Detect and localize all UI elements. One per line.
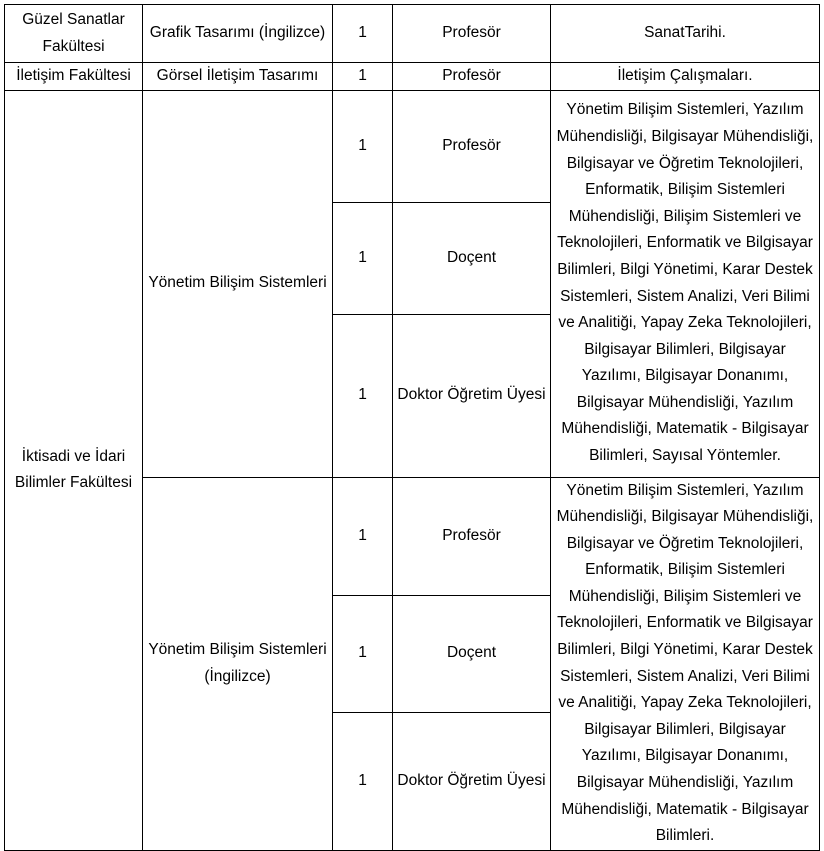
- title-cell: Doçent: [393, 595, 551, 712]
- program-cell: Yönetim Bilişim Sistemleri: [143, 90, 333, 477]
- program-cell: Grafik Tasarımı (İngilizce): [143, 5, 333, 63]
- title-cell: Doktor Öğretim Üyesi: [393, 314, 551, 477]
- requirement-cell: İletişim Çalışmaları.: [551, 63, 820, 91]
- count-cell: 1: [333, 314, 393, 477]
- program-cell: Görsel İletişim Tasarımı: [143, 63, 333, 91]
- title-cell: Doktor Öğretim Üyesi: [393, 712, 551, 850]
- requirement-cell: SanatTarihi.: [551, 5, 820, 63]
- title-cell: Doçent: [393, 202, 551, 314]
- count-cell: 1: [333, 595, 393, 712]
- title-cell: Profesör: [393, 63, 551, 91]
- faculty-cell: İktisadi ve İdari Bilimler Fakültesi: [5, 90, 143, 850]
- count-cell: 1: [333, 90, 393, 202]
- title-cell: Profesör: [393, 477, 551, 595]
- title-cell: Profesör: [393, 90, 551, 202]
- table-row: [5, 63, 820, 91]
- table-row: [5, 90, 820, 202]
- requirement-cell: Yönetim Bilişim Sistemleri, Yazılım Mühendisliği, Bilgisayar Mühendisliği, Bilgisayar ve Öğretim Teknolojileri, Enformatik, Bilişim Sistemleri Mühendisliği, Bilişim Sistemleri ve Teknolojileri, Enformatik ve Bilgisayar Bilimleri, Bilgi Yönetimi, Karar Destek Sistemleri, Sistem Analizi, Veri Bilimi ve Analitiği, Yapay Zeka Teknolojileri, Bilgisayar Bilimleri, Bilgisayar Yazılımı, Bilgisayar Donanımı, Bilgisayar Mühendisliği, Yazılım Mühendisliği, Matematik - Bilgisayar Bilimleri.: [551, 477, 820, 850]
- program-cell: Yönetim Bilişim Sistemleri (İngilizce): [143, 477, 333, 850]
- count-cell: 1: [333, 477, 393, 595]
- count-cell: 1: [333, 63, 393, 91]
- count-cell: 1: [333, 712, 393, 850]
- faculty-cell: Güzel Sanatlar Fakültesi: [5, 5, 143, 63]
- requirement-cell: Yönetim Bilişim Sistemleri, Yazılım Mühendisliği, Bilgisayar Mühendisliği, Bilgisayar ve Öğretim Teknolojileri, Enformatik, Bilişim Sistemleri Mühendisliği, Bilişim Sistemleri ve Teknolojileri, Enformatik ve Bilgisayar Bilimleri, Bilgi Yönetimi, Karar Destek Sistemleri, Sistem Analizi, Veri Bilimi ve Analitiği, Yapay Zeka Teknolojileri, Bilgisayar Bilimleri, Bilgisayar Yazılımı, Bilgisayar Donanımı, Bilgisayar Mühendisliği, Yazılım Mühendisliği, Matematik - Bilgisayar Bilimleri, Sayısal Yöntemler.: [551, 90, 820, 477]
- count-cell: 1: [333, 202, 393, 314]
- faculty-cell: İletişim Fakültesi: [5, 63, 143, 91]
- table-row: [5, 5, 820, 63]
- staff-positions-table: [4, 4, 820, 851]
- count-cell: 1: [333, 5, 393, 63]
- title-cell: Profesör: [393, 5, 551, 63]
